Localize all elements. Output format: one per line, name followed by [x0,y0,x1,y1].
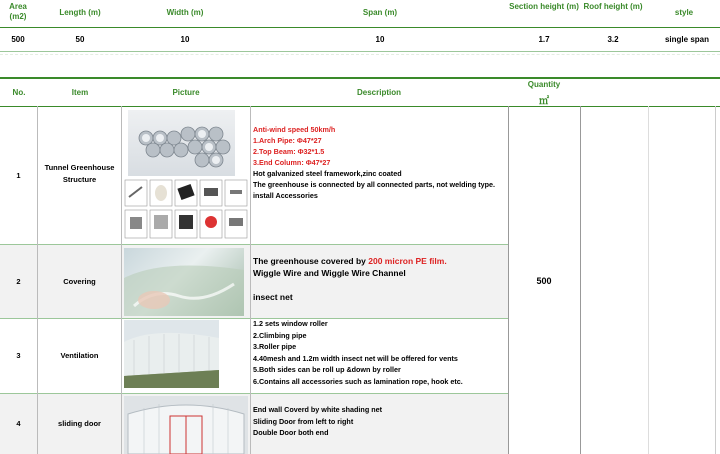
desc-line: End wall Coverd by white shading net [253,405,382,414]
desc-highlight: 200 micron PE film. [368,256,447,266]
divider [0,244,508,245]
divider [580,106,581,454]
desc-line: Wiggle Wire and Wiggle Wire Channel [253,268,406,278]
row-description [253,404,507,439]
row-number: 2 [16,277,21,286]
desc-line: Hot galvanized steel framework,zinc coated [253,169,402,178]
row-item: Tunnel Greenhouse Structure [44,163,115,184]
divider [648,106,649,454]
header-quantity: Quantity [527,80,561,89]
row-item: Ventilation [60,351,99,360]
row-item: sliding door [58,419,101,428]
spec-header-span: Span (m) [362,8,398,17]
spec-value-span: 10 [375,35,385,44]
ventilation-image [124,320,219,388]
desc-line: 3.Roller pipe [253,342,297,351]
divider [0,54,720,55]
quantity-value: 500 [536,276,552,286]
header-description: Description [356,88,401,97]
spec-value-style: single span [664,35,709,44]
divider [121,106,122,454]
spec-header-roof-height: Roof height (m) [583,2,643,11]
divider [0,106,720,107]
divider [0,27,720,28]
header-no: No. [12,88,26,97]
desc-line: 1.Arch Pipe: Φ47*27 [253,136,322,145]
row-description [253,318,507,387]
desc-lead: The greenhouse covered by [253,256,369,266]
header-quantity-unit: ㎡ [539,96,549,107]
row-number: 4 [16,419,21,428]
desc-line: insect net [253,292,293,302]
sliding-door-image [124,396,248,454]
desc-line: 2.Climbing pipe [253,330,307,340]
spec-value-section-height: 1.7 [538,35,550,44]
pe-film-image [124,248,244,316]
spec-header-style: style [674,8,694,17]
divider [250,106,251,454]
desc-line: 4.40mesh and 1.2m width insect net will be offered for vents [253,353,458,363]
row-description [253,124,507,201]
row-number: 3 [16,351,21,360]
desc-line: Anti-wind speed 50km/h [253,125,336,134]
header-picture: Picture [172,88,200,97]
desc-line: 1.2 sets window roller [253,319,328,328]
spec-header-width: Width (m) [166,8,204,17]
spec-header-length: Length (m) [59,8,101,17]
row-number: 1 [16,171,21,180]
row-description [253,255,507,303]
divider [0,51,720,52]
spec-value-length: 50 [75,35,85,44]
desc-line: 2.Top Beam: Φ32*1.5 [253,147,325,156]
desc-line: 6.Contains all accessories such as lamination rope, hook etc. [253,376,463,386]
accessory-images-row1 [124,179,248,207]
desc-line: install Accessories [253,191,318,200]
spec-value-width: 10 [180,35,190,44]
spec-header-section-height: Section height (m) [509,2,579,11]
desc-line: 3.End Column: Φ47*27 [253,158,331,167]
desc-line: The greenhouse is connected by all connected parts, not welding type. [253,180,496,189]
header-item: Item [71,88,89,97]
desc-line: Sliding Door from left to right [253,416,354,426]
divider [715,106,716,454]
accessory-images-row2 [124,209,248,239]
desc-line: Double Door both end [253,428,329,437]
spec-header-area: Area (m2) [9,2,27,21]
spec-value-area: 500 [11,35,25,44]
desc-line: 5.Both sides can be roll up &down by roller [253,365,401,374]
divider [0,393,508,394]
divider [0,77,720,79]
steel-pipes-image [128,110,235,176]
spec-value-roof-height: 3.2 [607,35,619,44]
desc-line [253,255,507,267]
row-item: Covering [63,277,96,286]
